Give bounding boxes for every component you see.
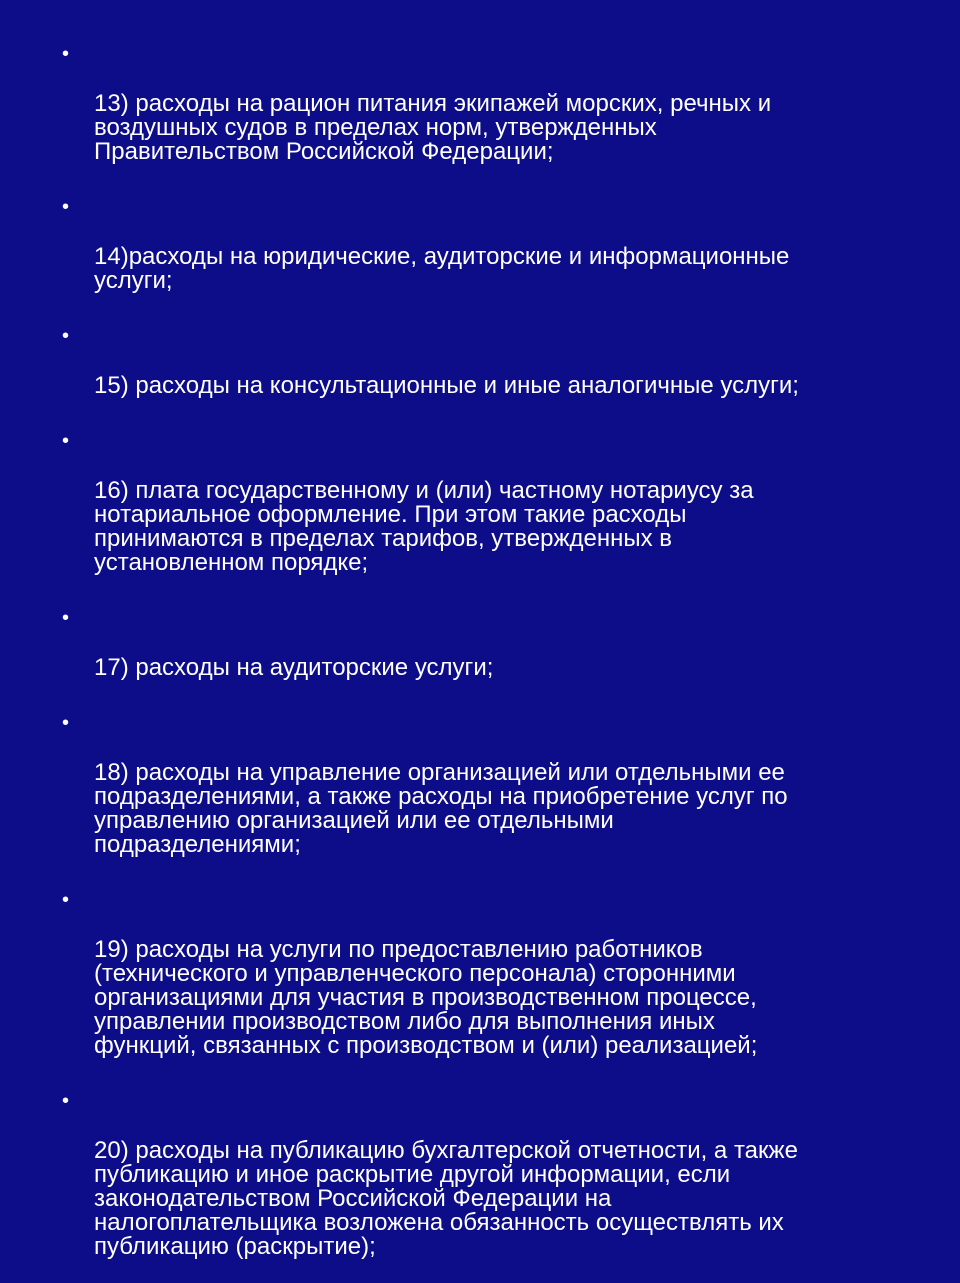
item-text: 14)расходы на юридические, аудиторские и информационные услуги; xyxy=(94,243,790,294)
bullet-icon: • xyxy=(62,712,70,734)
item-text: 15) расходы на консультационные и иные аналогичные услуги; xyxy=(94,372,799,399)
item-text: 17) расходы на аудиторские услуги; xyxy=(94,654,494,681)
item-text: 16) плата государственному и (или) частному нотариусу за нотариальное оформление. При этом такие расходы принимаются в пределах тарифов, утвержденных в установленном порядке; xyxy=(94,477,754,576)
bullet-icon: • xyxy=(62,43,70,65)
item-text: 19) расходы на услуги по предоставлению работников (технического и управленческого персонала) сторонними организациями для участия в производственном процессе, управлении производством либо для выполнения иных функций, связанных с производством и (или) реализацией; xyxy=(94,936,758,1059)
list-item xyxy=(62,44,920,188)
bullet-icon: • xyxy=(62,1090,70,1112)
list-item xyxy=(62,890,920,1082)
bullet-icon: • xyxy=(62,325,70,347)
item-text: 18) расходы на управление организацией или отдельными ее подразделениями, а также расходы на приобретение услуг по управлению организацией или ее отдельными подразделениями; xyxy=(94,759,788,858)
list-item xyxy=(62,326,920,422)
item-text: 20) расходы на публикацию бухгалтерской отчетности, а также публикацию и иное раскрытие другой информации, если законодательством Российской Федерации на налогоплательщика возложена обязанность осуществлять их публикацию (раскрытие); xyxy=(94,1137,798,1260)
item-text: 13) расходы на рацион питания экипажей морских, речных и воздушных судов в пределах норм, утвержденных Правительством Российской Федерации; xyxy=(94,90,772,165)
bullet-icon: • xyxy=(62,607,70,629)
list-item xyxy=(62,1091,920,1283)
list-item xyxy=(62,608,920,704)
list-item xyxy=(62,431,920,599)
bullet-list xyxy=(62,44,920,1283)
bullet-icon: • xyxy=(62,430,70,452)
list-item xyxy=(62,713,920,881)
bullet-icon: • xyxy=(62,889,70,911)
list-item xyxy=(62,197,920,317)
bullet-icon: • xyxy=(62,196,70,218)
